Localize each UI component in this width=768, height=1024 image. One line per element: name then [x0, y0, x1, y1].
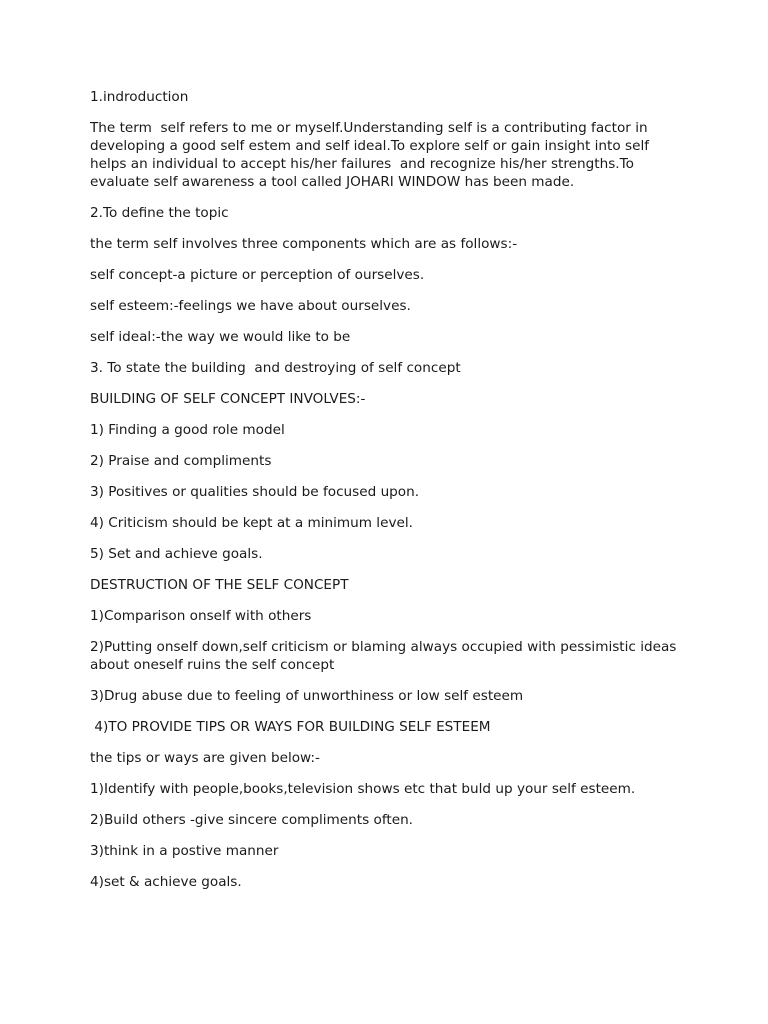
- building-item-5: 5) Set and achieve goals.: [90, 546, 263, 562]
- component-self-esteem: self esteem:-feelings we have about ourselves.: [90, 298, 411, 314]
- destruction-item-3: 3)Drug abuse due to feeling of unworthiness or low self esteem: [90, 688, 524, 704]
- building-item-2: 2) Praise and compliments: [90, 453, 272, 469]
- building-item-1: 1) Finding a good role model: [90, 422, 285, 438]
- section-heading-define-topic: 2.To define the topic: [90, 205, 229, 221]
- component-self-concept: self concept-a picture or perception of ourselves.: [90, 267, 425, 283]
- document-page: [90, 88, 680, 904]
- section-heading-tips: 4)TO PROVIDE TIPS OR WAYS FOR BUILDING SELF ESTEEM: [90, 719, 491, 735]
- section-heading-introduction: 1.indroduction: [90, 89, 189, 105]
- intro-paragraph: The term self refers to me or myself.Understanding self is a contributing factor in developing a good self estem and self ideal.To explore self or gain insight into self helps an individual to accept his/her failures and recognize his/her strengths.To evaluate self awareness a tool called JOHARI WINDOW has been made.: [90, 120, 654, 190]
- tip-item-2: 2)Build others -give sincere compliments often.: [90, 812, 414, 828]
- components-intro: the term self involves three components which are as follows:-: [90, 236, 518, 252]
- building-item-3: 3) Positives or qualities should be focused upon.: [90, 484, 420, 500]
- section-heading-building-destroying: 3. To state the building and destroying of self concept: [90, 360, 461, 376]
- destruction-item-1: 1)Comparison onself with others: [90, 608, 312, 624]
- tip-item-3: 3)think in a postive manner: [90, 843, 279, 859]
- tip-item-1: 1)Identify with people,books,television shows etc that buld up your self esteem.: [90, 781, 636, 797]
- component-self-ideal: self ideal:-the way we would like to be: [90, 329, 351, 345]
- building-item-4: 4) Criticism should be kept at a minimum level.: [90, 515, 413, 531]
- tip-item-4: 4)set & achieve goals.: [90, 874, 242, 890]
- building-heading: BUILDING OF SELF CONCEPT INVOLVES:-: [90, 391, 366, 407]
- destruction-heading: DESTRUCTION OF THE SELF CONCEPT: [90, 577, 349, 593]
- tips-intro: the tips or ways are given below:-: [90, 750, 320, 766]
- destruction-item-2: 2)Putting onself down,self criticism or blaming always occupied with pessimistic ideas about oneself ruins the self concept: [90, 639, 681, 673]
